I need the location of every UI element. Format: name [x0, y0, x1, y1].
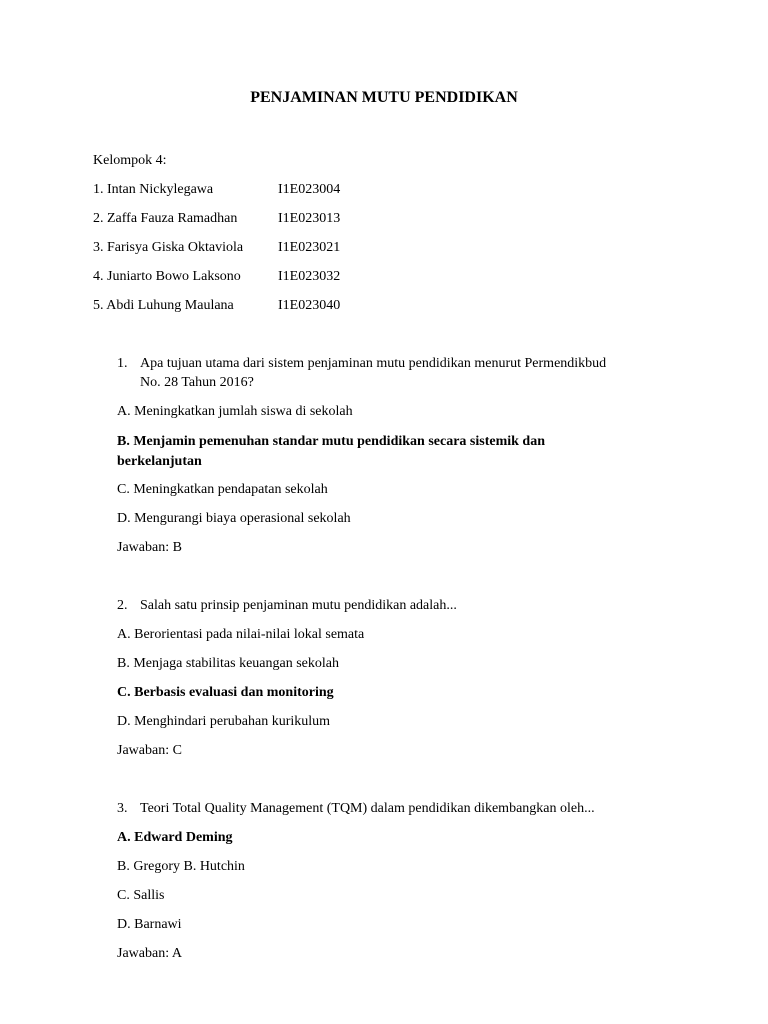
- question-number: 3.: [117, 801, 128, 816]
- option-a: A. Meningkatkan jumlah siswa di sekolah: [117, 404, 353, 419]
- option-a-correct: A. Edward Deming: [117, 830, 233, 845]
- option-b-correct: B. Menjamin pemenuhan standar mutu pendidikan secara sistemik dan: [117, 434, 545, 449]
- option-b-correct-continued: berkelanjutan: [117, 454, 202, 469]
- question-text-continued: No. 28 Tahun 2016?: [140, 375, 254, 390]
- member-nim: I1E023040: [278, 298, 341, 313]
- member-name: 3. Farisya Giska Oktaviola: [93, 240, 244, 255]
- question-text: Salah satu prinsip penjaminan mutu pendidikan adalah...: [140, 598, 457, 613]
- member-name: 4. Juniarto Bowo Laksono: [93, 269, 241, 284]
- answer-line: Jawaban: A: [117, 946, 182, 961]
- member-nim: I1E023032: [278, 269, 341, 284]
- option-b: B. Menjaga stabilitas keuangan sekolah: [117, 656, 339, 671]
- option-d: D. Barnawi: [117, 917, 182, 932]
- member-name: 1. Intan Nickylegawa: [93, 182, 214, 197]
- question-text: Teori Total Quality Management (TQM) dalam pendidikan dikembangkan oleh...: [140, 801, 595, 816]
- option-c: C. Sallis: [117, 888, 165, 903]
- page-title: PENJAMINAN MUTU PENDIDIKAN: [250, 89, 518, 106]
- member-nim: I1E023021: [278, 240, 341, 255]
- member-name: 2. Zaffa Fauza Ramadhan: [93, 211, 238, 226]
- option-c-correct: C. Berbasis evaluasi dan monitoring: [117, 685, 334, 700]
- member-name: 5. Abdi Luhung Maulana: [93, 298, 234, 313]
- question-number: 1.: [117, 356, 128, 371]
- question-text: Apa tujuan utama dari sistem penjaminan mutu pendidikan menurut Permendikbud: [140, 356, 607, 371]
- option-d: D. Menghindari perubahan kurikulum: [117, 714, 331, 729]
- member-nim: I1E023004: [278, 182, 341, 197]
- option-b: B. Gregory B. Hutchin: [117, 859, 245, 874]
- question-number: 2.: [117, 598, 128, 613]
- answer-line: Jawaban: B: [117, 540, 182, 555]
- option-a: A. Berorientasi pada nilai-nilai lokal semata: [117, 627, 365, 642]
- group-label: Kelompok 4:: [93, 153, 167, 168]
- option-d: D. Mengurangi biaya operasional sekolah: [117, 511, 351, 526]
- option-c: C. Meningkatkan pendapatan sekolah: [117, 482, 328, 497]
- answer-line: Jawaban: C: [117, 743, 182, 758]
- member-nim: I1E023013: [278, 211, 341, 226]
